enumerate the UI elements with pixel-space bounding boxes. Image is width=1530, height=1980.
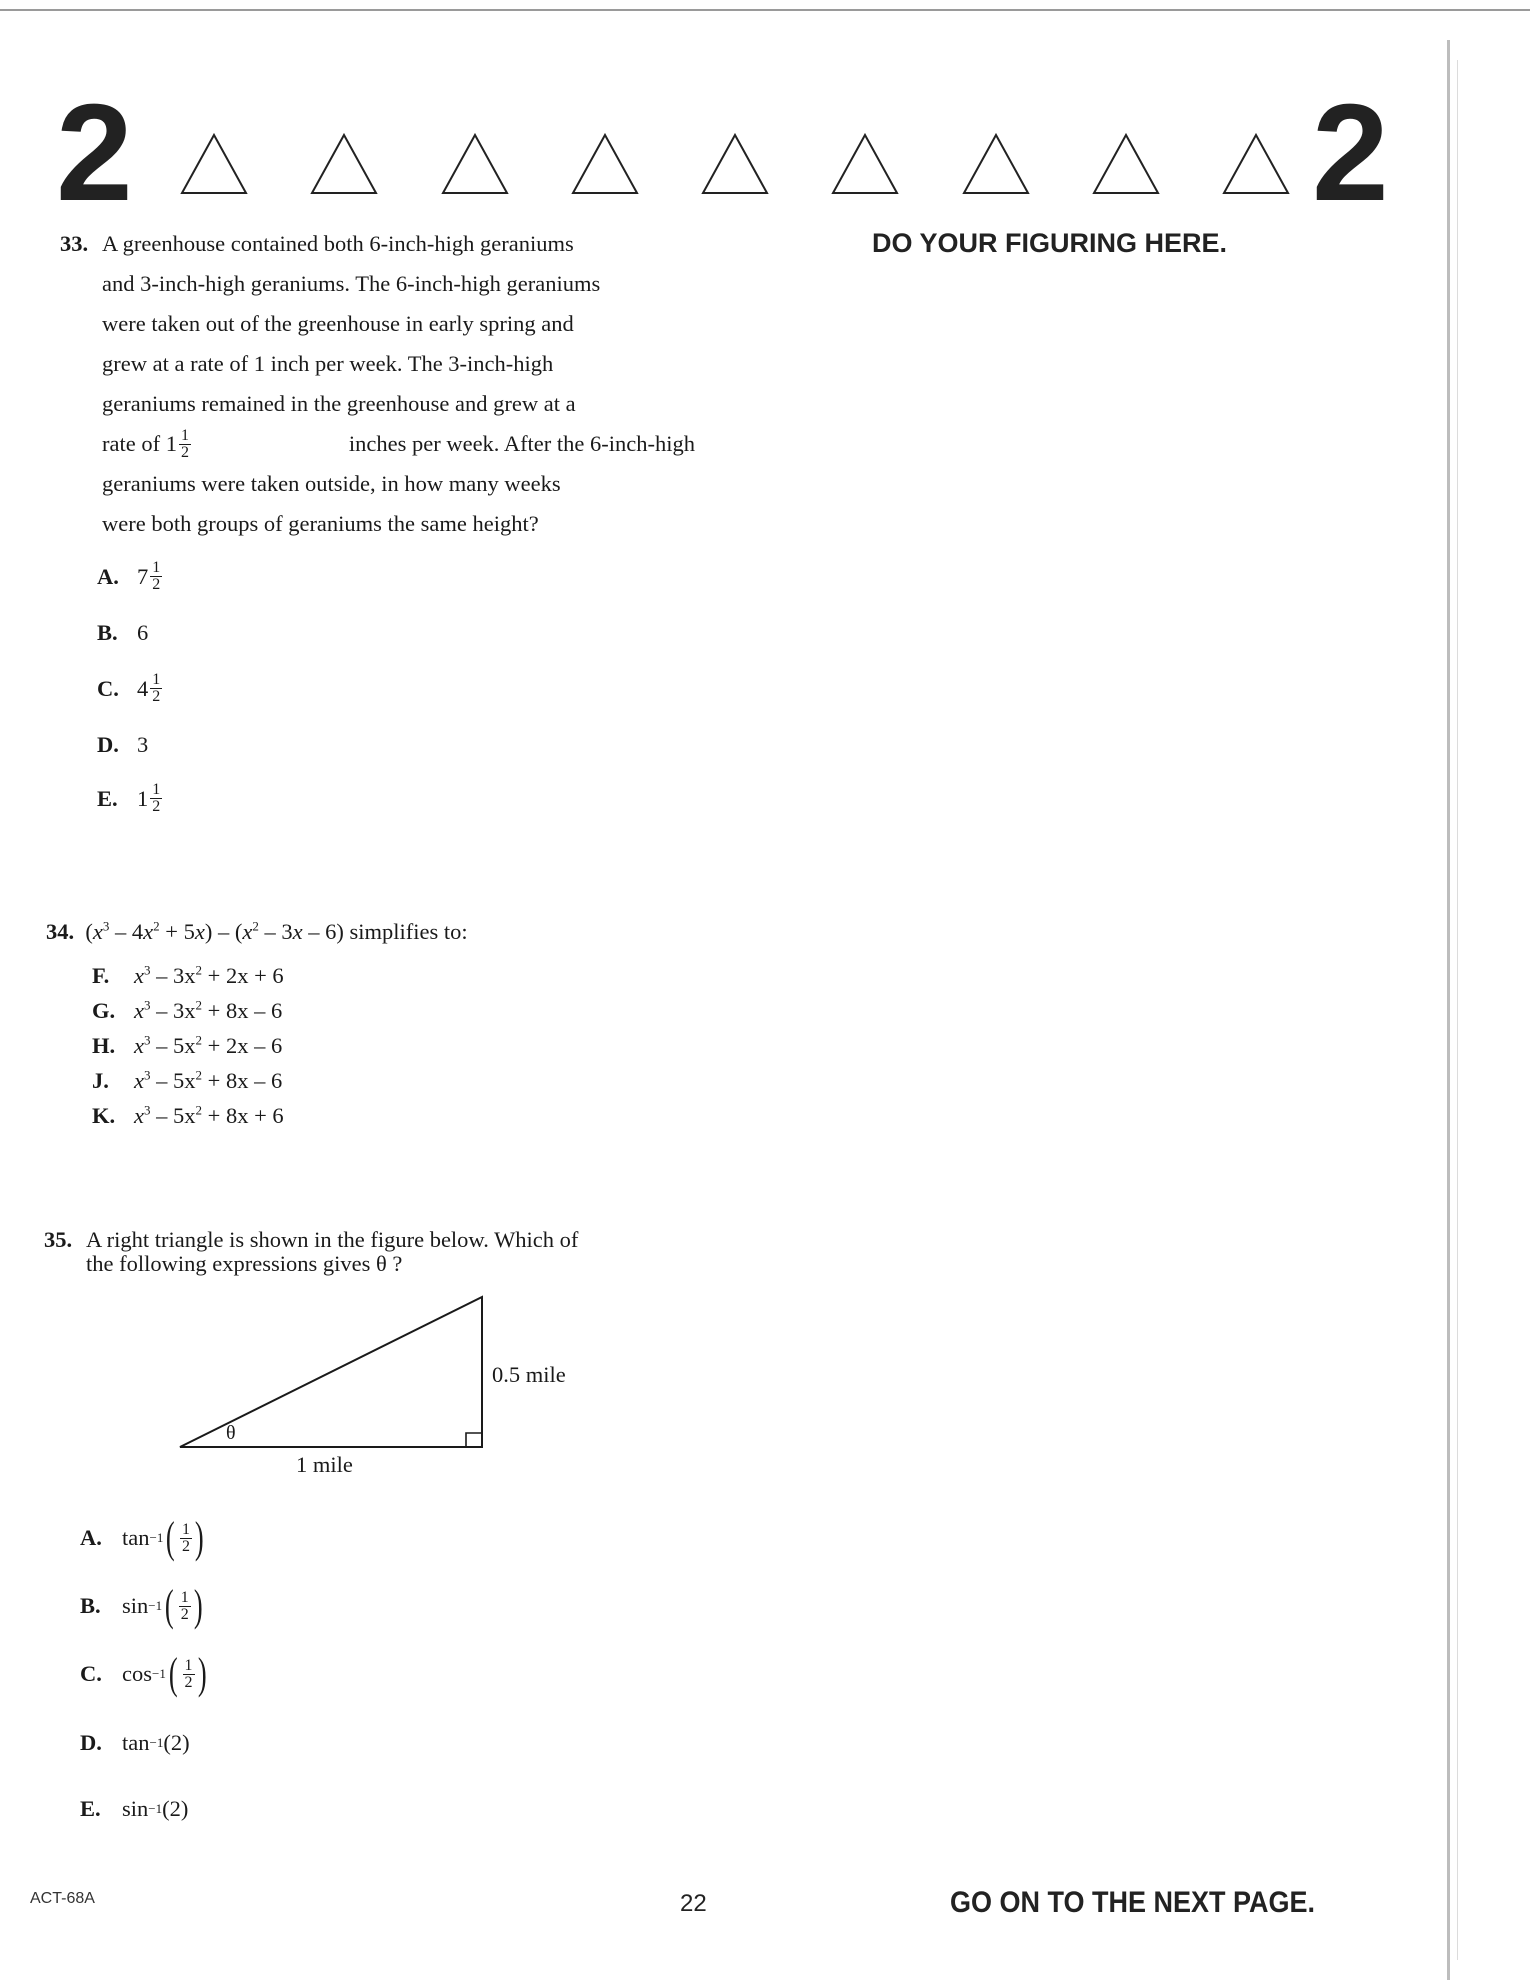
fraction: $\frac{1}{2}$ xyxy=(180,426,189,461)
answer-choice-b[interactable]: B. 6 xyxy=(97,620,149,645)
question-line: A right triangle is shown in the figure below. Which of xyxy=(86,1227,579,1252)
fraction: $\frac{1}{2}$ xyxy=(182,1520,190,1555)
answer-choice-f[interactable]: F. $x^3 - 3x^2 + 2x + 6$ xyxy=(92,962,284,988)
page-number: 22 xyxy=(680,1890,707,1917)
question-text xyxy=(102,224,695,544)
line-text: rate of 1 xyxy=(102,431,177,456)
next-page-note: GO ON TO THE NEXT PAGE. xyxy=(950,1886,1316,1919)
line-text: inches per week. After the 6-inch-high xyxy=(348,431,695,456)
answer-choice-k[interactable]: K. $x^3 - 5x^2 + 8x + 6$ xyxy=(92,1102,284,1128)
question-line: grew at a rate of 1 inch per week. The 3-inch-high xyxy=(102,351,554,376)
answer-choice-d[interactable]: D. 3 xyxy=(97,732,149,757)
question-text: simplifies to: xyxy=(349,919,468,944)
page-edge xyxy=(1447,40,1450,1980)
question-line: the following expressions gives θ ? xyxy=(86,1251,403,1276)
answer-choice-e[interactable]: E. 1 $\frac{1}{2}$ xyxy=(97,781,161,815)
answer-choice-a[interactable]: A. tan −1 ( $\frac{1}{2}$ ) xyxy=(80,1513,204,1562)
question-35 xyxy=(44,1228,694,1276)
form-code: ACT-68A xyxy=(30,1890,95,1907)
fraction: $\frac{1}{2}$ xyxy=(152,559,161,593)
vertical-side-label: 0.5 mile xyxy=(492,1362,566,1387)
answer-choice-b[interactable]: B. sin −1 ( $\frac{1}{2}$ ) xyxy=(80,1581,203,1630)
horizontal-side-label: 1 mile xyxy=(296,1452,353,1477)
question-line: A greenhouse contained both 6-inch-high geraniums xyxy=(102,231,574,256)
answer-choice-j[interactable]: J. $x^3 - 5x^2 + 8x - 6$ xyxy=(92,1067,283,1093)
question-line xyxy=(102,424,695,464)
answer-choice-d[interactable]: D. tan −1 (2) xyxy=(80,1730,190,1755)
right-triangle-figure xyxy=(170,1290,610,1480)
answer-choice-c[interactable]: C. 4 $\frac{1}{2}$ xyxy=(97,671,161,705)
question-number: 33. xyxy=(60,231,89,256)
triangle-outline-icon xyxy=(1092,132,1160,196)
triangle-outline-icon xyxy=(831,132,899,196)
triangle-outline-icon xyxy=(180,132,248,196)
fraction: $\frac{1}{2}$ xyxy=(152,781,161,815)
question-number: 35. xyxy=(44,1227,73,1252)
answer-choices-34 xyxy=(92,958,284,1133)
triangle-outline-icon xyxy=(1222,132,1290,196)
triangle-outline-icon xyxy=(962,132,1030,196)
angle-label: θ xyxy=(226,1422,236,1444)
question-33 xyxy=(60,224,695,544)
question-line: and 3-inch-high geraniums. The 6-inch-high geraniums xyxy=(102,271,601,296)
triangle-outline-icon xyxy=(441,132,509,196)
question-line: were taken out of the greenhouse in early spring and xyxy=(102,311,574,336)
question-text xyxy=(86,1228,694,1276)
triangle-row xyxy=(180,132,1290,202)
triangle-outline-icon xyxy=(701,132,769,196)
answer-choice-g[interactable]: G. $x^3 - 3x^2 + 8x - 6$ xyxy=(92,997,283,1023)
question-line: geraniums remained in the greenhouse and grew at a xyxy=(102,391,576,416)
question-expression: $(x^3 - 4x^2 + 5x) - (x^2 - 3x - 6)$ xyxy=(79,918,344,944)
question-number: 34. xyxy=(46,919,75,944)
fraction: $\frac{1}{2}$ xyxy=(184,1656,193,1691)
top-rule xyxy=(0,9,1530,11)
triangle-outline-icon xyxy=(310,132,378,196)
question-line: were both groups of geraniums the same height? xyxy=(102,511,539,536)
answer-choice-h[interactable]: H. $x^3 - 5x^2 + 2x - 6$ xyxy=(92,1032,283,1058)
page-edge-shadow xyxy=(1457,60,1458,1960)
fraction: $\frac{1}{2}$ xyxy=(180,1588,189,1623)
figuring-note: DO YOUR FIGURING HERE. xyxy=(872,228,1228,258)
answer-choice-e[interactable]: E. sin −1 (2) xyxy=(80,1796,189,1821)
question-34 xyxy=(46,912,696,952)
section-number-right: 2 xyxy=(1312,76,1389,230)
answer-choice-a[interactable]: A. 7 $\frac{1}{2}$ xyxy=(97,559,161,593)
answer-choice-c[interactable]: C. cos −1 ( $\frac{1}{2}$ ) xyxy=(80,1649,207,1698)
section-number-left: 2 xyxy=(56,76,133,230)
triangle-outline-icon xyxy=(571,132,639,196)
fraction: $\frac{1}{2}$ xyxy=(152,671,161,705)
question-line: geraniums were taken outside, in how many weeks xyxy=(102,471,561,496)
